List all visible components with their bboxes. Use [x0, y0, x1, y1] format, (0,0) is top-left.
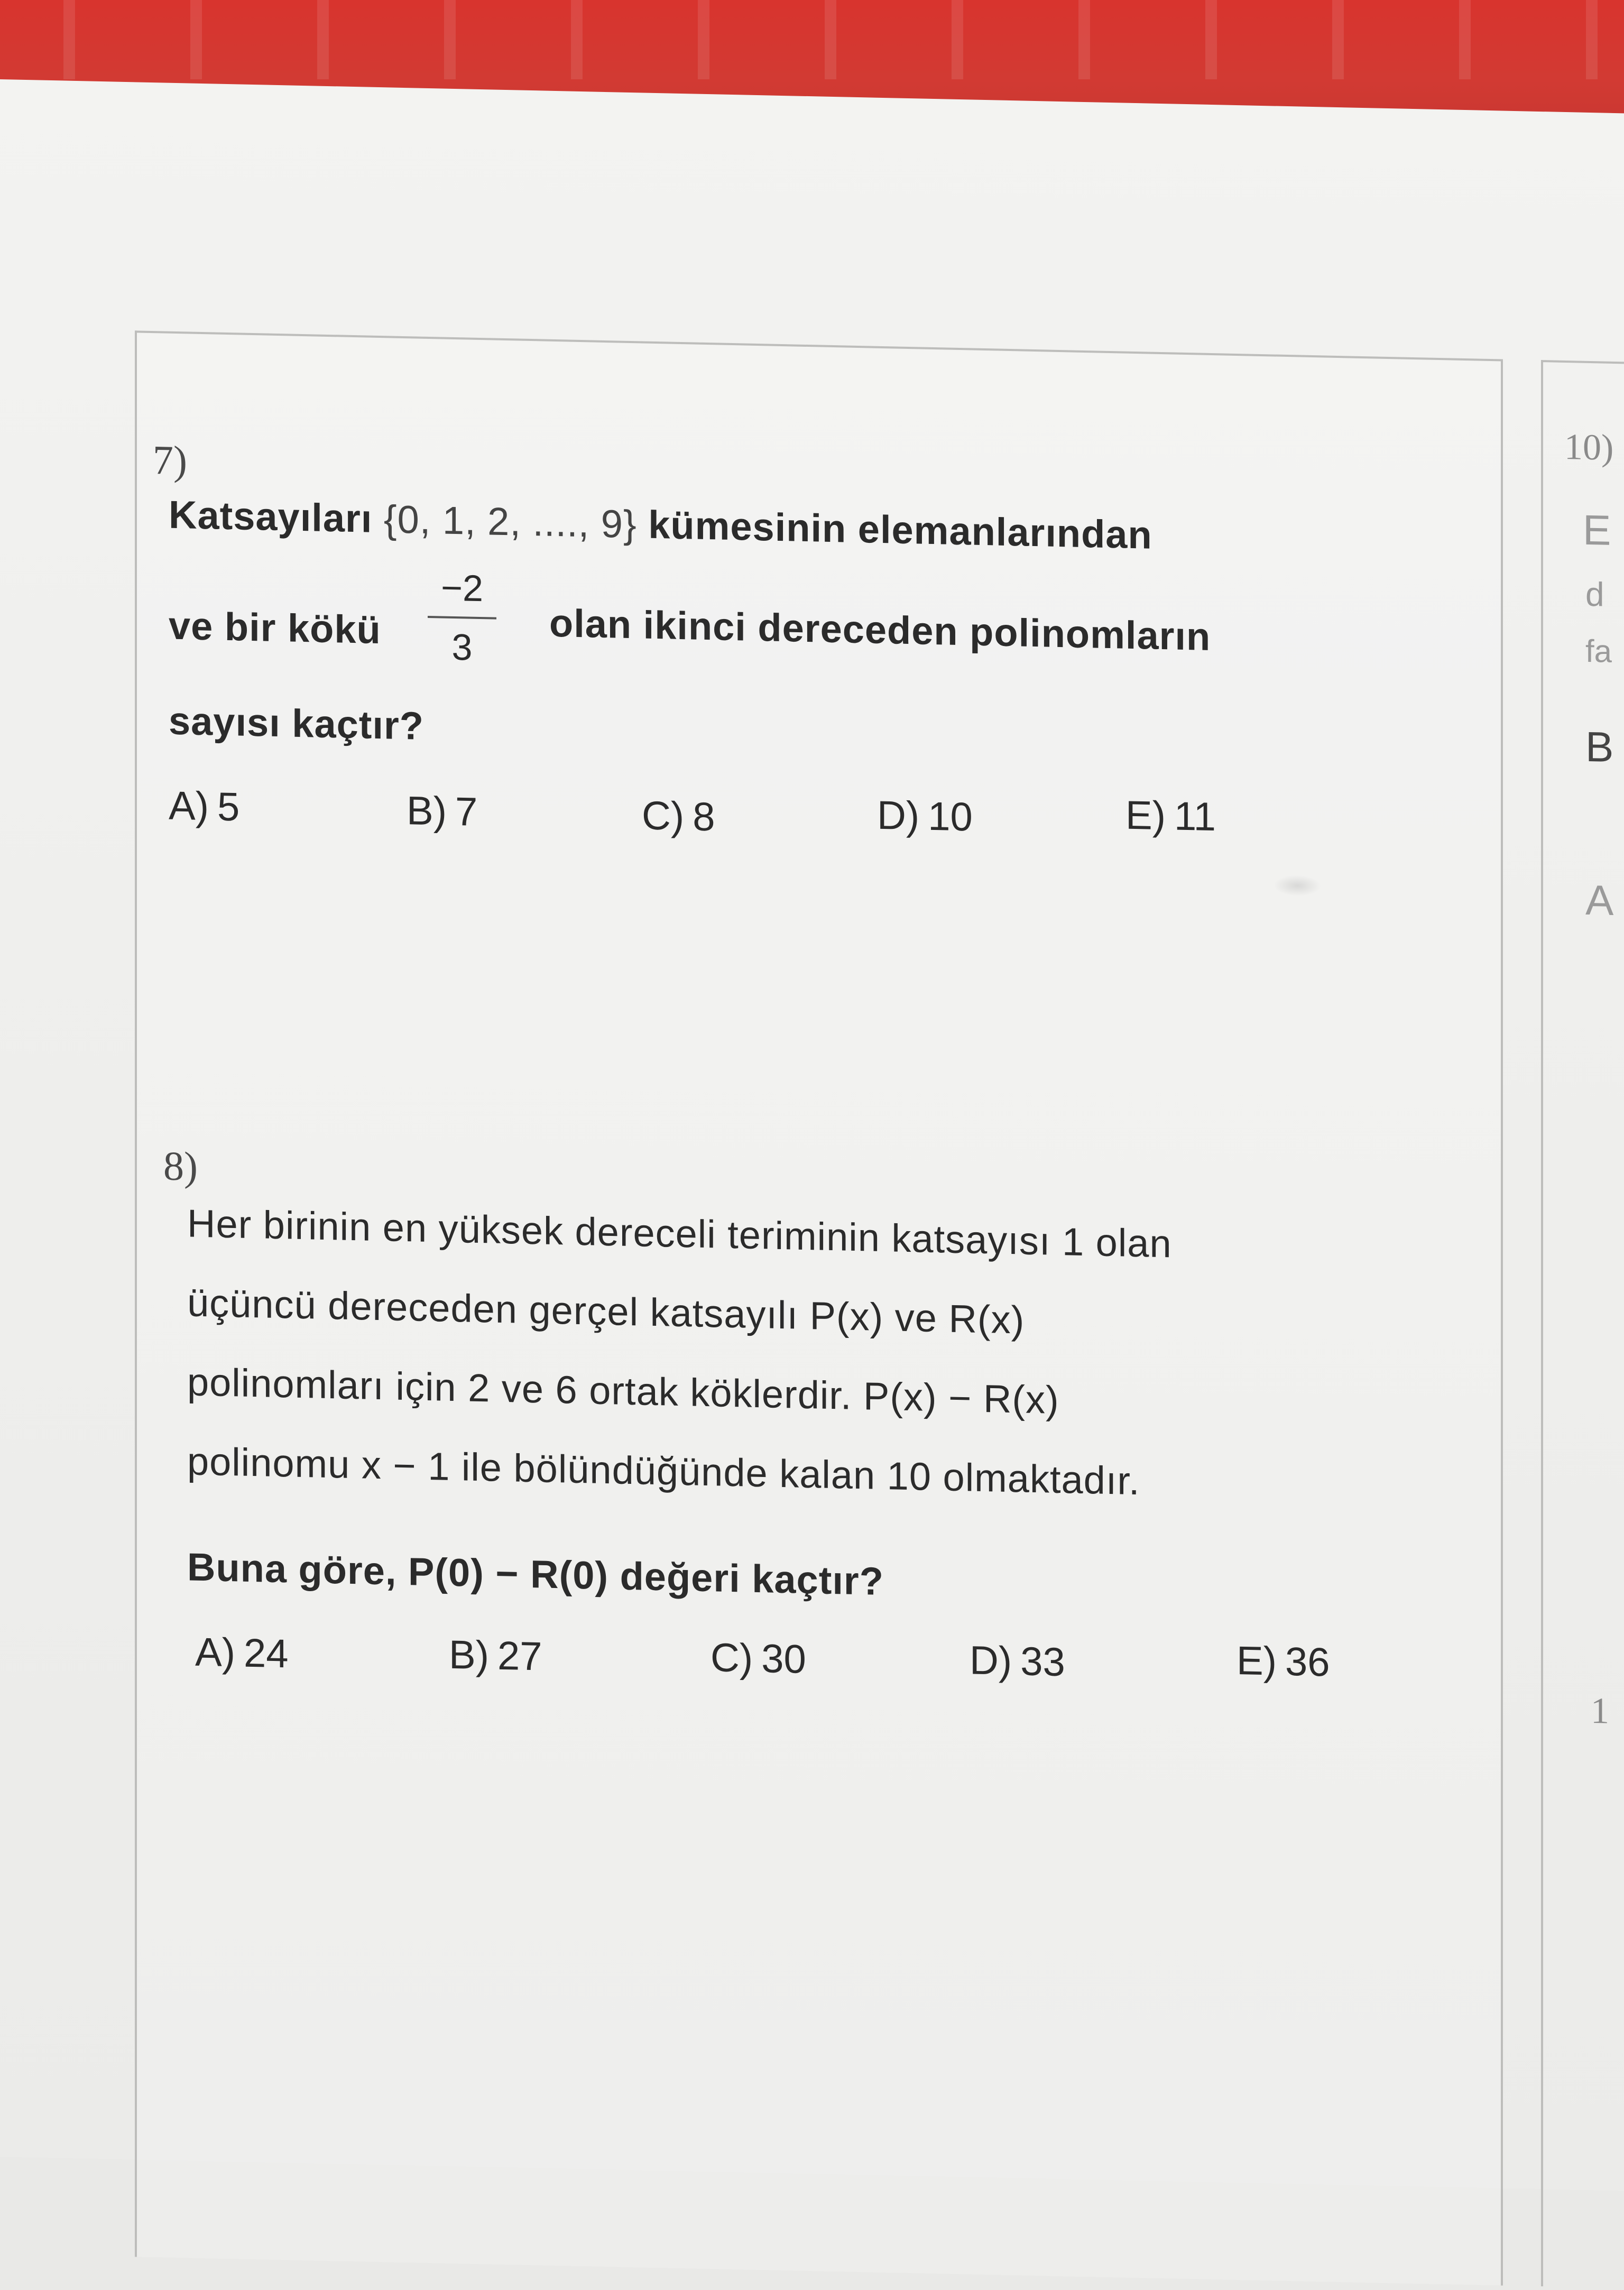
q7-coefficient-set: {0, 1, 2, ...., 9}	[383, 497, 637, 547]
q7-option-d[interactable]: D) 10	[877, 792, 973, 840]
root-denominator: 3	[451, 626, 473, 668]
question-box-right	[1541, 360, 1624, 2289]
q8-option-c[interactable]: C) 30	[710, 1635, 806, 1682]
q8-option-a[interactable]: A) 24	[195, 1629, 289, 1677]
right-letter-1: E	[1583, 506, 1611, 554]
question-8-number: 8)	[163, 1142, 198, 1189]
q7-option-a[interactable]: A) 5	[169, 783, 240, 830]
right-question-number: 10)	[1564, 426, 1614, 468]
question-7-number: 7)	[153, 437, 187, 484]
question-7-line-1	[169, 492, 1152, 558]
question-7-line-3: sayısı kaçtır?	[169, 698, 424, 748]
q8-option-b[interactable]: B) 27	[449, 1632, 542, 1679]
right-letter-5: A	[1585, 876, 1614, 924]
q7-prefix: Katsayıları	[169, 492, 373, 541]
right-question-number-bottom: 1	[1591, 1691, 1609, 1732]
root-numerator: −2	[441, 567, 483, 610]
right-letter-4: B	[1585, 723, 1614, 771]
root-fraction	[422, 566, 502, 669]
q7-option-e[interactable]: E) 11	[1125, 792, 1216, 840]
question-8-line-1: Her birinin en yüksek dereceli teriminin katsayısı 1 olan	[187, 1201, 1172, 1266]
q8-option-e[interactable]: E) 36	[1237, 1638, 1330, 1685]
q8-option-d[interactable]: D) 33	[970, 1638, 1065, 1685]
right-letter-3: fa	[1585, 633, 1612, 669]
question-7-line-2-prefix: ve bir kökü	[169, 603, 381, 652]
fraction-bar	[428, 616, 496, 620]
paper-sheet	[0, 79, 1624, 2191]
right-letter-2: d	[1585, 575, 1604, 614]
question-8-line-4: polinomu x − 1 ile bölündüğünde kalan 10 olmaktadır.	[187, 1439, 1140, 1503]
q7-suffix: kümesinin elemanlarından	[648, 502, 1152, 557]
question-8-line-3: polinomları için 2 ve 6 ortak köklerdir. P(x) − R(x)	[187, 1360, 1059, 1422]
q7-option-c[interactable]: C) 8	[642, 793, 715, 840]
question-8-prompt: Buna göre, P(0) − R(0) değeri kaçtır?	[187, 1545, 884, 1604]
q7-option-b[interactable]: B) 7	[407, 788, 478, 835]
question-box-left	[135, 330, 1503, 2285]
question-7-line-2-suffix: olan ikinci dereceden polinomların	[549, 601, 1211, 659]
question-8-line-2: üçüncü dereceden gerçel katsayılı P(x) ve R(x)	[187, 1280, 1025, 1342]
pencil-smudge	[1274, 874, 1321, 897]
